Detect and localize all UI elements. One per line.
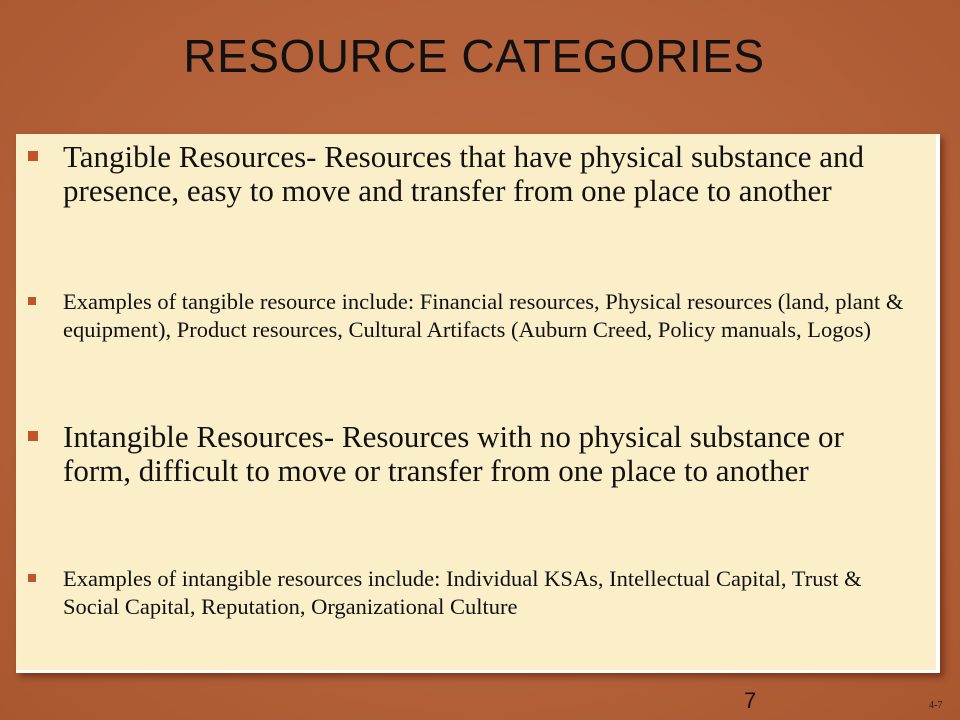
bullet-intangible-resources [28, 420, 918, 488]
square-bullet-icon [28, 574, 36, 582]
slide-title: RESOURCE CATEGORIES [183, 30, 765, 82]
content-box [16, 134, 940, 673]
slide-reference: 4-7 [929, 700, 943, 711]
square-bullet-icon [28, 151, 38, 161]
square-bullet-icon [28, 297, 36, 305]
square-bullet-icon [28, 431, 38, 441]
bullet-tangible-resources [28, 140, 918, 208]
bullet-intangible-examples [28, 565, 918, 621]
bullet-text: Tangible Resources- Resources that have physical substance and presence, easy to move and transfer from one place to another [63, 139, 864, 208]
page-number: 7 [744, 688, 757, 713]
bullet-text: Examples of intangible resources include: Individual KSAs, Intellectual Capital, Trust & Social Capital, Reputation, Organizational Culture [63, 566, 862, 619]
bullet-text: Examples of tangible resource include: Financial resources, Physical resources (land, plant & equipment), Product resources, Cultural Artifacts (Auburn Creed, Policy manuals, Logos) [63, 289, 904, 342]
bullet-tangible-examples [28, 288, 918, 344]
bullet-text: Intangible Resources- Resources with no physical substance or form, difficult to move or transfer from one place to another [63, 419, 844, 488]
